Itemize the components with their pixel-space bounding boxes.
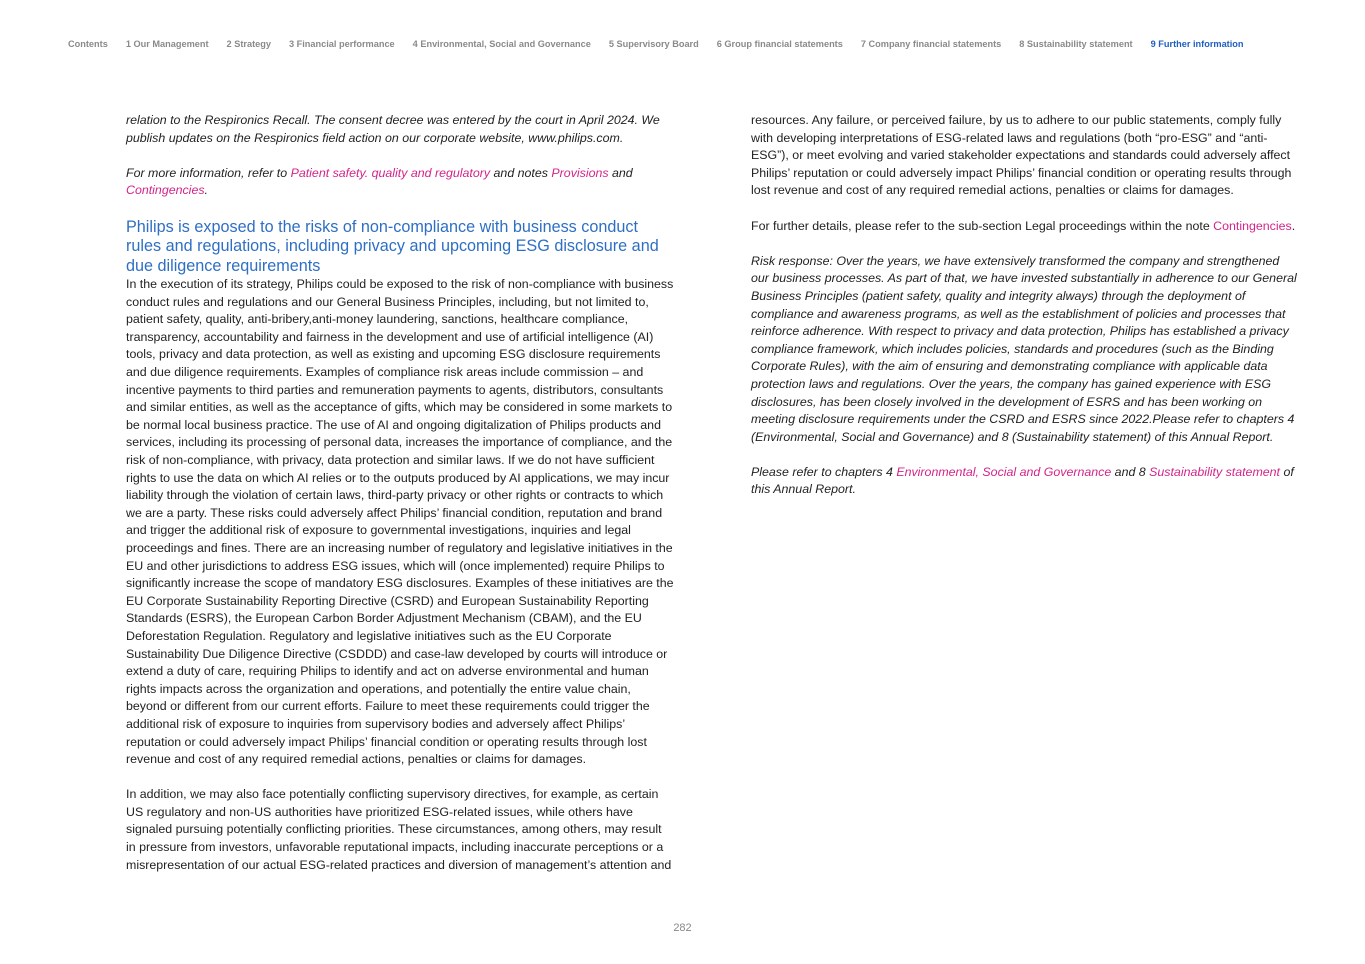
nav-item[interactable]: 6 Group financial statements — [716, 39, 843, 49]
nav-item[interactable]: 4 Environmental, Social and Governance — [412, 39, 591, 49]
paragraph — [126, 165, 674, 200]
nav-item[interactable]: 1 Our Management — [125, 39, 209, 49]
text: and — [608, 165, 633, 180]
text: . — [204, 183, 208, 198]
nav-item[interactable]: 7 Company financial statements — [860, 39, 1002, 49]
text: Please refer to chapters 4 — [751, 464, 897, 479]
paragraph: In addition, we may also face potentially conflicting supervisory directives, for example, as certain US regulatory and non-US authorities have prioritized ESG-related issues, while others have signaled pursuing potentially conflicting priorities. These circumstances, among others, may result in pressure from investors, unfavorable reputational impacts, including inaccurate perceptions or a misrepresentation of our actual ESG-related practices and diversion of management’s attention and — [126, 787, 672, 872]
right-column — [751, 112, 1299, 517]
nav-item[interactable]: 2 Strategy — [226, 39, 271, 49]
link-provisions[interactable]: Provisions — [551, 165, 609, 180]
nav-item[interactable]: 9 Further information — [1150, 39, 1244, 49]
text: . — [1291, 218, 1296, 233]
risk-response-paragraph: Risk response: Over the years, we have extensively transformed the company and strengthened our business processes. As part of that, we have invested substantially in adherence to our General Business Principles (patient safety, quality and integrity always) through the deployment of compliance and awareness programs, as well as the establishment of policies and processes that reinforce adherence. With respect to privacy and data protection, Philips has established a privacy compliance framework, which includes policies, standards and procedures (such as the Binding Corporate Rules), with the aim of ensuring and demonstrating compliance with applicable data protection laws and regulations. Over the years, the company has gained experience with ESG disclosures, has been closely involved in the development of ESRS and has been working on meeting disclosure requirements under the CSRD and ESRS since 2022.Please refer to chapters 4 (Environmental, Social and Governance) and 8 (Sustainability statement) of this Annual Report. — [751, 253, 1297, 444]
text: For more information, refer to — [126, 165, 291, 180]
nav-item[interactable]: Contents — [68, 39, 108, 49]
left-column — [126, 112, 674, 892]
paragraph — [751, 218, 1299, 236]
paragraph: resources. Any failure, or perceived failure, by us to adhere to our public statements, comply fully with developing interpretations of ESG-related laws and regulations (both “pro-ESG” and “anti-ESG”), or meet evolving and varied stakeholder expectations and standards could adversely affect Philips’ reputation or could adversely impact Philips’ financial condition or operating results through lost revenue and cost of any required remedial actions, penalties or claims for damages. — [751, 113, 1292, 198]
chapter-navigation — [68, 39, 1365, 49]
section-heading: Philips is exposed to the risks of non-compliance with business conduct rules and regulations, including privacy and upcoming ESG disclosure and due diligence requirements — [126, 217, 659, 275]
paragraph — [751, 464, 1299, 499]
text: and 8 — [1111, 464, 1150, 479]
link-sustainability-statement[interactable]: Sustainability statement — [1149, 464, 1280, 479]
nav-item[interactable]: 8 Sustainability statement — [1019, 39, 1133, 49]
text: For further details, please refer to the sub-section Legal proceedings within the note — [751, 218, 1214, 233]
link-contingencies[interactable]: Contingencies — [1213, 218, 1292, 233]
link-esg[interactable]: Environmental, Social and Governance — [896, 464, 1112, 479]
link-patient-safety[interactable]: Patient safety. quality and regulatory — [290, 165, 491, 180]
text: and notes — [490, 165, 552, 180]
paragraph: In the execution of its strategy, Philips could be exposed to the risk of non-compliance with business conduct rules and regulations and our General Business Principles, including, but not limited to, patient safety, quality, anti-bribery,anti-money laundering, sanctions, healthcare compliance, transparency, accountability and fairness in the development and use of artificial intelligence (AI) tools, privacy and data protection, as well as existing and upcoming ESG disclosure requirements and due diligence requirements. Examples of compliance risk areas include commission – and incentive payments to third parties and remuneration payments to agents, distributors, consultants and similar entities, as well as the acceptance of gifts, which may be considered in some markets to be normal local business practice. The use of AI and ongoing digitalization of Philips products and services, including its processing of personal data, increases the importance of compliance, and the risk of non-compliance, with privacy, data protection and similar laws. If we do not have sufficient rights to use the data on which AI relies or to the outputs produced by AI applications, we may incur liability through the violation of certain laws, third-party privacy or other rights or contracts to which we are a party. These risks could adversely affect Philips’ financial condition, reputation and brand and trigger the additional risk of exposure to governmental investigations, inquiries and legal proceedings and fines. There are an increasing number of regulatory and legislative initiatives in the EU and other jurisdictions to address ESG issues, which will (once implemented) require Philips to significantly increase the scope of mandatory ESG disclosures. Examples of these initiatives are the EU Corporate Sustainability Reporting Directive (CSRD) and European Sustainability Reporting Standards (ESRS), the European Carbon Border Adjustment Mechanism (CBAM), and the EU Deforestation Regulation. Regulatory and legislative initiatives such as the EU Corporate Sustainability Due Diligence Directive (CSDDD) and case-law developed by courts will introduce or extend a duty of care, requiring Philips to identify and act on adverse environmental and human rights impacts across the organization and operations, and potentially the entire value chain, beyond or different from our current efforts. Failure to meet these requirements could trigger the additional risk of exposure to inquiries from supervisory bodies and adversely affect Philips’ reputation or could adversely impact Philips’ financial condition or operating results through lost revenue and cost of any required remedial actions, penalties or claims for damages. — [126, 277, 674, 767]
text: of this Annual Report. — [751, 464, 1294, 497]
nav-item[interactable]: 3 Financial performance — [288, 39, 395, 49]
paragraph: relation to the Respironics Recall. The consent decree was entered by the court in April 2024. We publish updates on the Respironics field action on our corporate website, www.philips.com. — [126, 113, 660, 145]
page-number: 282 — [673, 922, 692, 934]
link-contingencies[interactable]: Contingencies — [126, 183, 205, 198]
nav-item[interactable]: 5 Supervisory Board — [608, 39, 699, 49]
